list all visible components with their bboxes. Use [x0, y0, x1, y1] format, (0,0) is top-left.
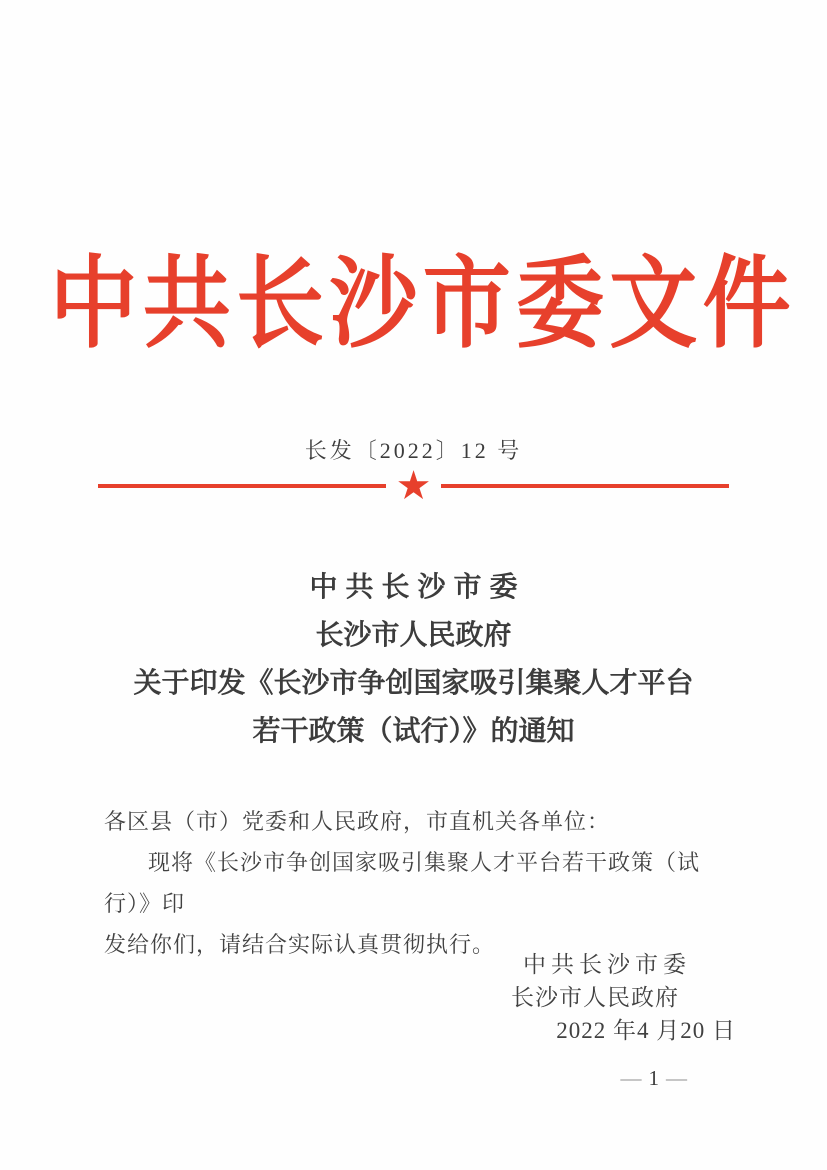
signature-block: [511, 948, 736, 1047]
title-line-subject-2: 若干政策（试行）》的通知: [252, 716, 575, 747]
signature-org-2: 长沙市人民政府: [511, 985, 679, 1010]
body-paragraph-line-2: 发给你们，请结合实际认真贯彻执行。: [104, 932, 496, 957]
title-line-issuer-1: 中共长沙市委: [309, 572, 526, 603]
red-star-icon: ★: [395, 463, 432, 509]
page-number-value: 1: [648, 1066, 659, 1090]
page-number-dash-left: —: [620, 1066, 642, 1090]
page-number-dash-right: —: [666, 1066, 687, 1090]
title-line-issuer-2: 长沙市人民政府: [315, 620, 512, 651]
signature-date: 2022 年4 月20 日: [556, 1018, 736, 1043]
divider-line-right: [441, 484, 729, 488]
title-line-subject-1: 关于印发《长沙市争创国家吸引集聚人才平台: [133, 668, 694, 699]
signature-org-1: 中共长沙市委: [523, 952, 691, 977]
salutation-line: 各区县（市）党委和人民政府，市直机关各单位：: [104, 809, 611, 834]
document-title: [0, 564, 827, 756]
divider-line-left: [98, 484, 386, 488]
masthead-title: 中共长沙市委文件: [49, 249, 796, 360]
red-divider: [98, 463, 729, 509]
page-number: [614, 1065, 695, 1091]
document-body: [104, 801, 735, 965]
document-number: 长发〔2022〕12 号: [304, 438, 523, 463]
body-paragraph-line-1: 现将《长沙市争创国家吸引集聚人才平台若干政策（试行）》印: [104, 850, 701, 916]
